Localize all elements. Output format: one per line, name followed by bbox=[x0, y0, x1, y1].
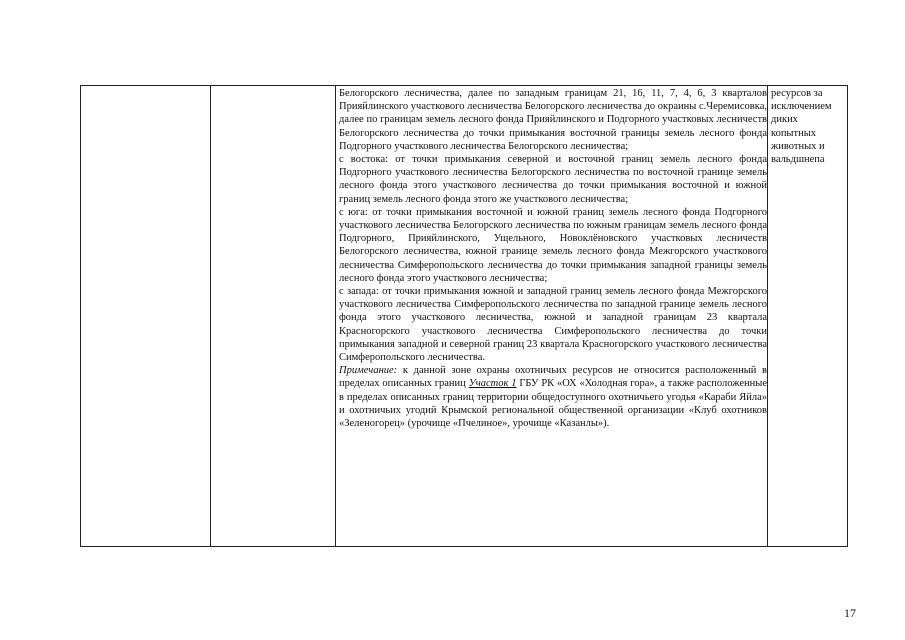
boundary-paragraph-east: с востока: от точки примыкания северной и восточной границ земель лесного фонда Подгорного участкового лесничества Белогорского лесничества по восточной границе земель лесного фонда этого участкового лесничества до точки примыкания восточной и южной границ земель лесного фонда этого же участкового лесничества; bbox=[339, 154, 767, 205]
note-label: Примечание: bbox=[339, 365, 398, 377]
boundary-table bbox=[80, 85, 848, 547]
note-plot-link: Участок 1 bbox=[468, 378, 517, 390]
note-text-after: ГБУ РК «ОХ «Холодная гора», а также расположенные в пределах описанных границ территории общедоступного охотничьего угодья «Караби Яйла» и охотничьих угодий Крымской региональной общественной организации «Клуб охотников «Зеленогорец» (урочище «Пчелиное», урочище «Казанлы»). bbox=[339, 378, 767, 430]
note-text-before: к данной зоне охраны охотничьих ресурсов не относится расположенный в пределах описанных границ bbox=[339, 365, 767, 390]
column-divider bbox=[210, 86, 211, 546]
column-divider bbox=[335, 86, 336, 546]
restriction-cell: ресурсов за исключением диких копытных животных и вальдшнепа bbox=[771, 88, 832, 166]
boundary-paragraph-west: с запада: от точки примыкания южной и западной границ земель лесного фонда Межгорского участкового лесничества Симферопольского лесничества по западной границе земель лесного фонда этого участкового лесничества, южной и западной границам 23 квартала Красногорского участкового лесничества Симферопольского лесничества до точки примыкания западной и северной границ 23 квартала Красногорского участкового лесничества Симферопольского лесничества. bbox=[339, 286, 767, 364]
page-number: 17 bbox=[844, 606, 856, 620]
column-divider bbox=[767, 86, 768, 546]
boundary-paragraph-south: с юга: от точки примыкания восточной и южной границ земель лесного фонда Подгорного участкового лесничества Белогорского лесничества по южным границам земель лесного фонда Подгорного, Прияйлинского, Ущельного, Новоклёновского участковых лесничеств Белогорского лесничества, южной границе земель лесного фонда Межгорского участкового лесничества Симферопольского лесничества до точки примыкания западной границы земель лесного фонда этого участкового лесничества; bbox=[339, 206, 767, 284]
note-paragraph bbox=[339, 364, 767, 430]
boundary-paragraph: Белогорского лесничества, далее по западным границам 21, 16, 11, 7, 4, 6, 3 кварталов Прияйлинского участкового лесничества Белогорского лесничества до окраины с.Черемисовка, далее по границам земель лесного фонда Прияйлинского и Подгорного участковых лесничеств Белогорского лесничества до точки примыкания восточной границы земель лесного фонда Подгорного участкового лесничества Белогорского лесничества; bbox=[339, 88, 767, 152]
boundary-description-cell bbox=[339, 87, 767, 430]
